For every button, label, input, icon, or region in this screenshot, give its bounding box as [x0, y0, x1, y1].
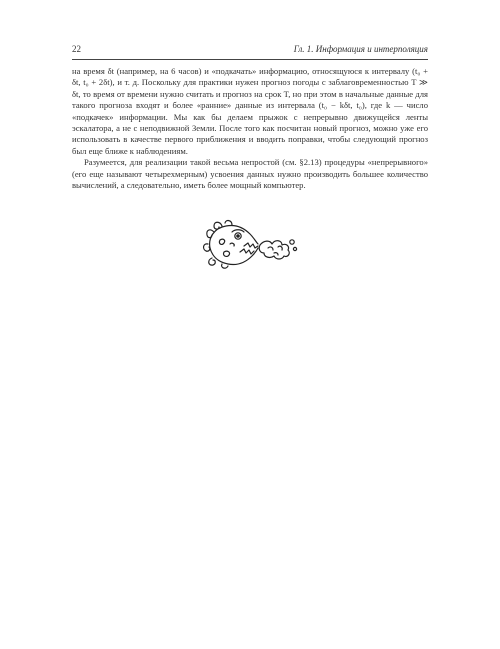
page-header — [72, 44, 428, 58]
page-number: 22 — [72, 44, 81, 54]
paragraph: Разумеется, для реализации такой весьма непростой (см. §2.13) процедуры «непрерывного» (его еще называют четырехмерным) усвоения данных нужно производить большее количество вычислений, а следовательно, иметь более мощный компьютер. — [72, 157, 428, 191]
header-rule — [72, 59, 428, 60]
body-text — [72, 66, 428, 191]
running-head: Гл. 1. Информация и интерполяция — [293, 44, 428, 54]
dragon-vignette-icon — [200, 218, 300, 270]
paragraph: на время δt (например, на 6 часов) и «подкачать» информацию, относящуюся к интервалу (t₀ + δt, t₀ + 2δt), и т. д. Поскольку для практики нужен прогноз погоды с заблаговременностью T ≫ δt, то время от времени нужно считать и прогноз на срок T, но при этом в начальные данные для такого прогноза входят и более «ранние» данные из интервала (t₀ − kδt, t₀), где k — число «подкачек» информации. Мы как бы делаем прыжок с непрерывно движущейся ленты эскалатора, а не с неподвижной Земли. После того как посчитан новый прогноз, можно уже его использовать в качестве первого приближения и вводить поправки, чтобы следующий прогноз был еще ближе к наблюдениям. — [72, 66, 428, 156]
